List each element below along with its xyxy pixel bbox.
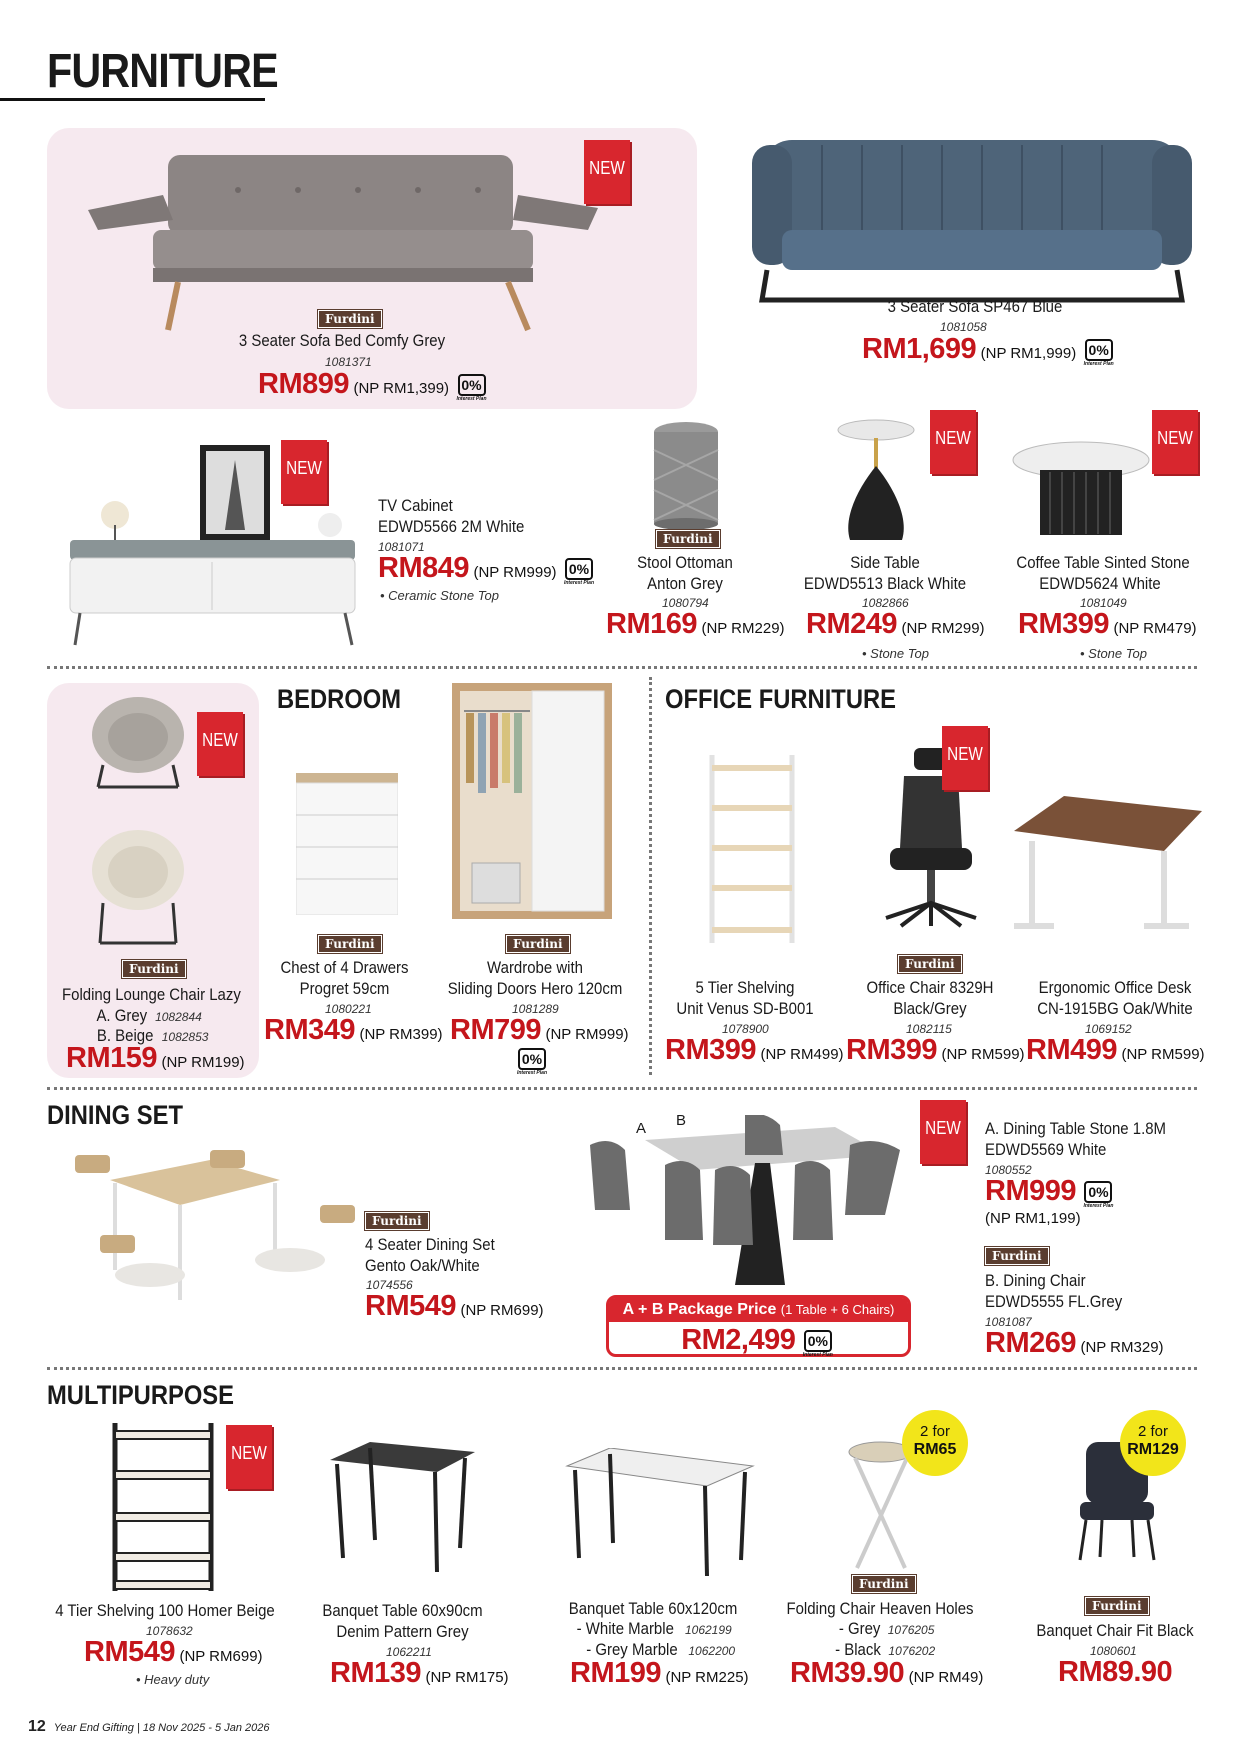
shelving5-image[interactable] [708,755,796,943]
new-badge: NEW [920,1100,966,1164]
furdini-logo: Furdini [852,1575,916,1593]
price-block [606,608,785,641]
normal-price: (NP RM399) [359,1026,443,1043]
lounge-chair-beige-image[interactable] [88,825,188,945]
product-price: RM269 [985,1327,1076,1359]
product-name-line2: Progret 59cm [299,979,390,998]
price-block [1018,608,1197,641]
product-name-line1: Ergonomic Office Desk [1038,978,1192,997]
furdini-logo: Furdini [365,1212,429,1230]
normal-price: (NP RM199) [161,1054,245,1071]
stool-image[interactable] [650,420,722,530]
section-divider [47,1367,1197,1370]
package-price: RM2,499 [681,1324,796,1356]
product-sku: 1069152 [1085,1022,1132,1036]
product-name-line2: Sliding Doors Hero 120cm [447,979,623,998]
product-name-line1: Coffee Table Sinted Stone [1016,553,1190,572]
product-price: RM799 [450,1014,541,1046]
banquet-table-60x90-image[interactable] [325,1440,480,1575]
furdini-logo: Furdini [506,935,570,953]
product-price: RM549 [365,1290,456,1322]
product-price: RM349 [264,1014,355,1046]
zero-interest-icon: 0% Interest Plan [1080,1181,1116,1211]
package-header [609,1298,908,1322]
wardrobe-image[interactable] [452,683,612,919]
product-note: • Stone Top [1080,646,1147,661]
section-title-multipurpose: MULTIPURPOSE [47,1380,235,1410]
product-sku: 1081087 [985,1315,1032,1329]
section-divider [47,666,1197,669]
product-note: • Ceramic Stone Top [380,588,499,603]
product-price: RM39.90 [790,1657,905,1689]
new-badge: NEW [281,440,327,504]
price-block [790,1657,983,1690]
variant-sku: 1062199 [684,1623,732,1637]
product-price: RM249 [806,608,897,640]
section-title-office: OFFICE FURNITURE [665,684,896,714]
normal-price: (NP RM329) [1080,1339,1164,1356]
price-block [66,1042,245,1075]
product-name: 3 Seater Sofa SP467 Blue [887,297,1063,316]
variant-label: B. Beige [96,1026,154,1045]
product-name-line2: EDWD5624 White [1039,574,1161,593]
product-name: Banquet Chair Fit Black [1036,1621,1194,1640]
normal-price: (NP RM699) [179,1648,263,1665]
sofa-bed-image[interactable] [88,150,603,335]
price-block [985,1327,1164,1360]
product-price: RM399 [846,1034,937,1066]
title-underline [0,98,265,101]
product-name-line1: Wardrobe with [487,958,583,977]
price-block [378,552,597,588]
normal-price: (NP RM599) [941,1046,1025,1063]
price-block [806,608,985,641]
deal-badge [902,1410,968,1476]
page-footer [28,1718,269,1736]
product-price: RM399 [1018,608,1109,640]
product-price: RM169 [606,608,697,640]
normal-price: (NP RM599) [1121,1046,1205,1063]
price-block [985,1175,1116,1211]
price-block [846,1034,1025,1067]
product-name-line2: EDWD5555 FL.Grey [985,1292,1123,1311]
product-sku: 1081289 [512,1002,559,1016]
product-sku: 1082866 [862,596,909,610]
product-sku: 1081058 [940,320,987,334]
normal-price: (NP RM999) [473,564,557,581]
normal-price: (NP RM1,399) [353,380,450,397]
furdini-logo: Furdini [1085,1597,1149,1615]
zero-interest-icon: 0% Interest Plan [514,1048,550,1078]
product-note: • Heavy duty [136,1672,210,1687]
variant-label: - White Marble [576,1619,674,1638]
product-name-line1: B. Dining Chair [985,1271,1086,1290]
product-note: • Stone Top [862,646,929,661]
variant-label: A. Grey [96,1006,148,1025]
variant-sku: 1082853 [161,1030,209,1044]
deal-price: RM65 [913,1441,957,1458]
product-sku: 1081049 [1080,596,1127,610]
price-block [264,1014,443,1047]
product-name-line2: Black/Grey [893,999,967,1018]
product-price: RM159 [66,1042,157,1074]
product-price: RM999 [985,1175,1076,1207]
price-block [365,1290,544,1323]
price-block [1058,1656,1172,1689]
product-name-line1: Side Table [850,553,920,572]
package-title: A + B Package Price [622,1301,777,1318]
variant-sku: 1076202 [888,1644,936,1658]
page-number: 12 [28,1718,46,1735]
furdini-logo: Furdini [318,935,382,953]
deal-label: 2 for [1137,1423,1168,1440]
normal-price: (NP RM699) [460,1302,544,1319]
product-sku: 1081071 [378,540,425,554]
coffee-table-image[interactable] [1010,440,1152,540]
product-price: RM1,699 [862,333,977,365]
zero-interest-icon: 0% Interest Plan [800,1330,836,1360]
new-badge: NEW [584,140,630,204]
variant-sku: 1076205 [887,1623,935,1637]
normal-price: (NP RM225) [665,1669,749,1686]
product-name-line1: 4 Seater Dining Set [365,1235,495,1254]
product-sku: 1062211 [386,1645,432,1659]
dining-label-a: A [636,1120,647,1137]
banquet-table-60x120-image[interactable] [565,1448,755,1578]
new-badge: NEW [226,1425,272,1489]
price-block [258,368,490,404]
product-name-line1: Banquet Table 60x90cm [322,1601,483,1620]
normal-price: (NP RM1,999) [980,345,1077,362]
variant-sku: 1082844 [155,1010,202,1024]
variant-label: - Grey Marble [586,1640,678,1659]
normal-price: (NP RM479) [1113,620,1197,637]
footer-text: Year End Gifting | 18 Nov 2025 - 5 Jan 2026 [53,1722,270,1734]
new-badge: NEW [1152,410,1198,474]
deal-badge [1120,1410,1186,1476]
product-name-line1: Stool Ottoman [637,553,733,572]
variant-1 [836,1618,934,1639]
section-divider [47,1087,1197,1090]
product-name-line2: EDWD5513 Black White [803,574,967,593]
price-block [1026,1034,1205,1067]
product-price: RM89.90 [1058,1656,1173,1688]
product-name-line2: CN-1915BG Oak/White [1037,999,1193,1018]
price-block [862,333,1117,369]
product-price: RM139 [330,1657,421,1689]
chest-image[interactable] [296,773,398,915]
product-sku: 1078632 [146,1624,193,1638]
zero-interest-icon: 0% Interest Plan [1081,339,1117,369]
variant-sku: 1062200 [688,1644,736,1658]
normal-price: (NP RM49) [908,1669,984,1686]
desk-image[interactable] [1004,796,1202,931]
product-sku: 1082115 [906,1022,952,1036]
side-table-image[interactable] [828,418,928,543]
lounge-chair-grey-image[interactable] [88,695,188,790]
product-price: RM199 [570,1657,661,1689]
product-price: RM399 [665,1034,756,1066]
price-block [330,1657,509,1690]
price-block [84,1636,263,1669]
product-price: RM499 [1026,1034,1117,1066]
furdini-logo: Furdini [656,530,720,548]
product-sku: 1080794 [662,596,709,610]
package-price-box [606,1295,911,1357]
zero-interest-icon: 0% Interest Plan [454,374,490,404]
product-price: RM899 [258,368,349,400]
product-sku: 1080221 [325,1002,372,1016]
product-name-line1: A. Dining Table Stone 1.8M [985,1119,1167,1138]
new-badge: NEW [930,410,976,474]
product-sku: 1078900 [722,1022,769,1036]
dining-label-b: B [676,1112,687,1129]
product-price: RM849 [378,552,469,584]
dining-table-set-image[interactable] [585,1115,915,1290]
deal-price: RM129 [1127,1441,1179,1458]
normal-price: (NP RM499) [760,1046,844,1063]
product-sku: 1080552 [985,1163,1032,1177]
product-name-line2: Unit Venus SD-B001 [676,999,814,1018]
deal-label: 2 for [919,1423,950,1440]
column-divider [649,677,652,1075]
new-badge: NEW [942,726,988,790]
product-sku: 1074556 [366,1278,413,1292]
product-name-line1: Banquet Table 60x120cm [568,1599,738,1618]
sofa-blue-image[interactable] [752,135,1192,305]
price-block [665,1034,844,1067]
furdini-logo: Furdini [898,955,962,973]
variant-a [93,1005,202,1026]
variant-1 [570,1618,732,1639]
product-name: 3 Seater Sofa Bed Comfy Grey [238,331,446,350]
product-name-line1: TV Cabinet [378,496,453,515]
new-badge: NEW [197,712,243,776]
product-name-line2: EDWD5566 2M White [378,517,525,536]
variant-label: - Grey [838,1619,881,1638]
product-name-line1: Chest of 4 Drawers [280,958,409,977]
product-name-line2: Gento Oak/White [365,1256,480,1275]
section-title-dining: DINING SET [47,1100,183,1130]
normal-price: (NP RM229) [701,620,785,637]
dining4-image[interactable] [70,1150,360,1310]
product-name-line1: Office Chair 8329H [866,978,994,997]
product-name-line2: EDWD5569 White [985,1140,1107,1159]
zero-interest-icon: 0% Interest Plan [561,558,597,588]
normal-price: (NP RM299) [901,620,985,637]
price-block [570,1657,749,1690]
normal-price: (NP RM175) [425,1669,509,1686]
page-title: FURNITURE [47,45,278,98]
furdini-logo: Furdini [985,1247,1049,1265]
product-name-line2: Anton Grey [647,574,723,593]
product-name: 4 Tier Shelving 100 Homer Beige [55,1601,275,1620]
price-block [450,1014,629,1047]
product-name-line1: 5 Tier Shelving [695,978,795,997]
product-price: RM549 [84,1636,175,1668]
product-sku: 1080601 [1090,1644,1137,1658]
shelving4-image[interactable] [112,1423,214,1591]
product-name-line1: Folding Chair Heaven Holes [786,1599,974,1618]
variant-label: - Black [835,1640,881,1659]
section-title-bedroom: BEDROOM [277,684,402,714]
furdini-logo: Furdini [318,310,382,328]
normal-price: (NP RM1,199) [985,1210,1081,1227]
product-name-line2: Denim Pattern Grey [336,1622,469,1641]
package-detail: (1 Table + 6 Chairs) [780,1302,895,1317]
product-name: Folding Lounge Chair Lazy [62,985,241,1004]
normal-price: (NP RM999) [545,1026,629,1043]
product-sku: 1081371 [325,355,372,369]
furdini-logo: Furdini [122,960,186,978]
